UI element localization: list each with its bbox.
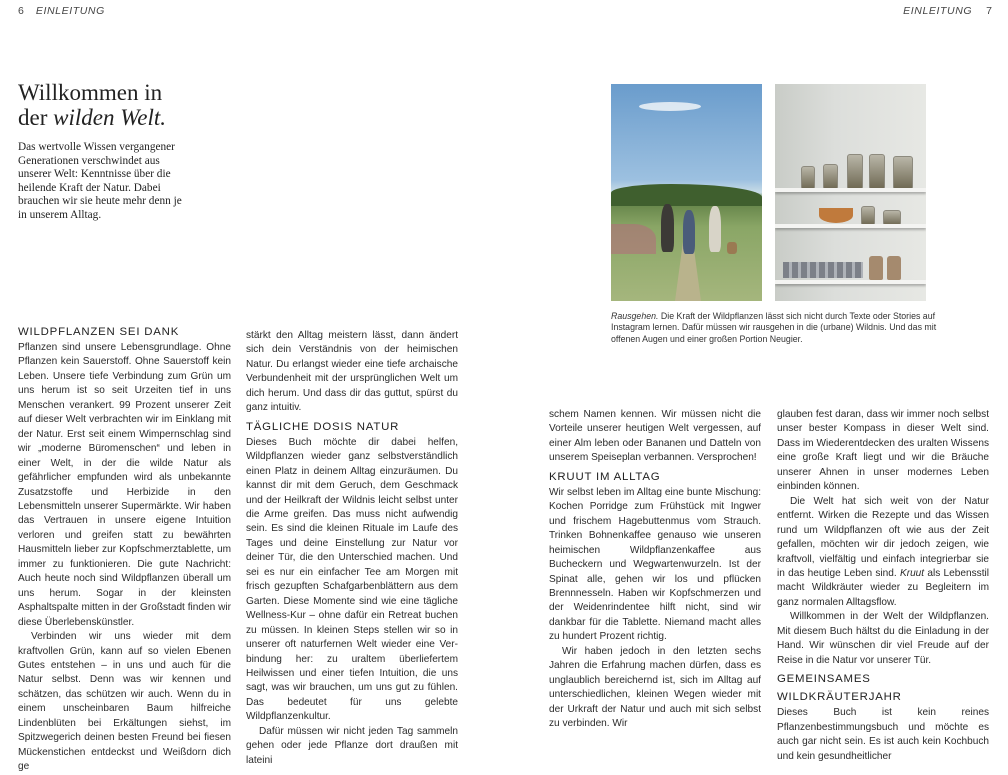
text-column-1 bbox=[18, 323, 231, 775]
section-heading: GEMEINSAMES WILDKRÄUTERJAHR bbox=[777, 673, 902, 704]
body-paragraph: Pflanzen sind unsere Lebensgrundlage. Ohne Pflanzen kein Sauerstoff. Ohne Sauerstoff kein Leben. Unsere tiefe Verbindung zum Grün um uns herum ist so seit Urzeiten tief in uns Menschen verankert. 99 Prozent unserer Zeit auf dieser Welt verbrachten wir im Einklang mit der Natur. Erst seit einem Wimpernschlag sind wir „moderne Büromenschen“ und leben in einer Welt, in der die wilde Natur als gefährlicher empfunden wird als unbekannte Zusatzstoffe und Herbizide in den Lebensmitteln unserer Supermärkte. Wir haben das Vertrauen in unsere eigene Intuition verloren und greifen statt zu bewährten Hausmitteln lieber zur Kopfschmerztablette, um immer zu funktionieren. Die gute Nachricht: Auch heute noch sind Wildpflanzen überall um uns herum. Sogar in der kleinsten Asphaltspalte mitten in der Großstadt finden wir diese Überlebenskünstler. bbox=[18, 342, 231, 628]
body-paragraph: Wir selbst leben im Alltag eine bunte Mischung: Kochen Porridge zum Frühstück mit Ingwer und frischem Hagebuttenmus vom Strauch. Trinken Bohnenkaffee genauso wie unseren heimischen Wildpflanzenkaffee aus Bucheckern und Wegwartenwurzeln. Ist der Spinat alle, gehen wir los und pflücken Brennnesseln. Haben wir Kopfschmerzen und der Weidenrindentee hilft nicht, sind wir dankbar für die Tablette. Niemand macht alles zu hundert Prozent richtig. bbox=[549, 486, 761, 643]
jar-shape bbox=[893, 156, 913, 190]
shelf-board bbox=[775, 188, 926, 192]
person-figure bbox=[709, 206, 721, 252]
body-paragraph: Wir haben jedoch in den letzten sechs Jahren die Erfahrung machen dürfen, dass es unglaublich bereichernd ist, sich im Alltag auf unterschiedlichen, kleinen Wegen wieder mit der Urkraft der Natur und auch mit sich selbst zu verbinden. Wir bbox=[549, 645, 761, 730]
body-paragraph bbox=[777, 495, 989, 611]
intro-paragraph: Das wertvolle Wissen vergangener Generationen verschwindet aus unserer Welt: Kenntnisse über die heilende Kraft der Natur. Dabei brauchen wir sie heute mehr denn je in unserem Alltag. bbox=[18, 141, 182, 221]
body-paragraph: Dieses Buch möchte dir dabei helfen, Wildpflanzen wieder ganz selbstverständlich einen Platz in deinem Alltag einzuräumen. Du kannst dir mit dem Geruch, dem Geschmack und der Heilkraft der Wildnis leicht selbst unter die Arme greifen. Das muss nicht aufwendig sein. Es sind die kleinen Rituale im Laufe des Tages und deine Einstellung zur Natur vor deiner Tür, die den Unterschied machen. Und sei es nur ein einfacher Tee am Morgen mit frisch gezupften Schafgarbenblättern aus dem Garten. Diese Momente sind wie eine tägliche Wellness-Kur – ohne dafür ein Retreat buchen zu müssen. In kleinen Steps stellen wir so in unserer oft naturfernen Welt wieder eine Verbindung her: zu uraltem überliefertem Heilwissen und einer tiefen Intuition, die uns sagt, was wir brauchen, um uns gut zu fühlen. Das bedeutet für uns gelebte Wildpflanzenkultur. bbox=[246, 436, 458, 723]
section-heading: TÄGLICHE DOSIS NATUR bbox=[246, 420, 400, 433]
paper-bag-shape bbox=[869, 256, 883, 280]
shelf-board bbox=[775, 280, 926, 284]
photo-walking-meadow bbox=[611, 84, 762, 301]
jar-shape bbox=[869, 154, 885, 190]
section-heading: KRUUT IM ALLTAG bbox=[549, 470, 661, 483]
jar-shape bbox=[861, 206, 875, 226]
running-header-left bbox=[18, 5, 105, 17]
body-paragraph: Willkommen in der Welt der Wildpflanzen. Mit diesem Buch hältst du die Einladung in der Hand. Wir wünschen dir viel Freude auf der Reise in die Natur vor unserer Tür. bbox=[777, 611, 989, 666]
stacked-items-shape bbox=[783, 262, 863, 278]
section-label-right: EINLEITUNG bbox=[903, 5, 973, 17]
caption-lead: Rausgehen. bbox=[611, 311, 659, 321]
dog-figure bbox=[727, 242, 737, 254]
caption-text: Die Kraft der Wildpflanzen lässt sich nicht durch Texte oder Stories auf Instagram lernen. Dafür müssen wir rausgehen in die (urbane) Wildnis. Und das mit offenen Augen und einer großen Portion Neugier. bbox=[611, 311, 937, 344]
treeline-shape bbox=[611, 184, 762, 206]
page-title bbox=[18, 80, 166, 130]
page-number-right: 7 bbox=[986, 5, 992, 17]
flower-patch-shape bbox=[611, 224, 656, 254]
section-label-left: EINLEITUNG bbox=[35, 5, 105, 17]
title-line-1: Willkommen in bbox=[18, 80, 163, 105]
body-paragraph: Dieses Buch ist kein reines Pflanzenbestimmungsbuch und möchte es auch gar nicht sein. Es ist auch kein Kochbuch und kein gesundheitlicher bbox=[777, 707, 989, 762]
paragraph-text: Die Welt hat sich weit von der Natur entfernt. Wirken die Rezepte und das Wissen rund um Wildpflanzen oft wie aus der Zeit gefallen, möchten wir dir jedoch zeigen, wie kraftvoll, vielfältig und einfach integrierbar sie in das heutige Leben sind. bbox=[777, 495, 989, 579]
copper-bowl-shape bbox=[819, 208, 853, 223]
person-figure bbox=[683, 210, 695, 254]
text-column-3 bbox=[549, 408, 761, 732]
jar-shape bbox=[823, 164, 838, 190]
person-figure bbox=[661, 204, 674, 252]
brand-emphasis: Kruut bbox=[899, 567, 925, 579]
page-number-left: 6 bbox=[18, 5, 24, 17]
paragraph-text: als Lebensstil macht Wildkräuter wieder zu Begleitern im ganz normalen Alltagsflow. bbox=[777, 567, 989, 608]
section-heading: WILDPFLANZEN SEI DANK bbox=[18, 326, 180, 338]
title-emphasis: wilden Welt. bbox=[53, 105, 166, 130]
running-header-right bbox=[903, 5, 992, 17]
shelf-board bbox=[775, 224, 926, 228]
body-paragraph: schem Namen kennen. Wir müssen nicht die Vorteile unserer heutigen Welt vergessen, auf einer Alm leben oder Bananen und Datteln von unserem Speiseplan verbannen. Versprochen! bbox=[549, 409, 761, 464]
jar-shape bbox=[801, 166, 815, 190]
body-paragraph: Dafür müssen wir nicht jeden Tag sammeln gehen oder jede Pflanze dort draußen mit lateini bbox=[246, 725, 458, 766]
title-line-2-prefix: der bbox=[18, 105, 54, 130]
jar-shape bbox=[847, 154, 863, 190]
body-paragraph: Verbinden wir uns wieder mit dem kraftvollen Grün, kann auf so vielen Ebenen Gutes entstehen – in uns und auch für die Natur selbst. Denn was wir kennen und schätzen, das schützen wir auch. Wenn du in einem unscheinbaren Baum hilfreiche Lindenblüten bei Erkältungen siehst, im Spitzwegerich deinen besten Freund bei fiesen Mückenstichen entdeckst und Weißdorn dich ge bbox=[18, 631, 231, 773]
photo-pantry-shelf bbox=[775, 84, 926, 301]
photo-caption bbox=[611, 311, 941, 345]
body-paragraph: stärkt den Alltag meistern lässt, dann ändert sich dein Verständnis von der heimischen Natur. Du erlangst wieder eine tiefe archaische Verbundenheit mit der ursprünglichen Welt um dich herum. Und dass dir das guttut, spürst du ganz intuitiv. bbox=[246, 330, 458, 414]
body-paragraph: glauben fest daran, dass wir immer noch selbst unser bester Kompass in dieser Welt sind. Dass im Wiederentdecken des uralten Wissens eine große Kraft liegt und wir die Bräuche unserer Ahnen in unser modernes Leben einbinden können. bbox=[777, 409, 989, 493]
text-column-2 bbox=[246, 329, 458, 768]
cloud-shape bbox=[639, 102, 701, 111]
text-column-4 bbox=[777, 408, 989, 764]
paper-bag-shape bbox=[887, 256, 901, 280]
